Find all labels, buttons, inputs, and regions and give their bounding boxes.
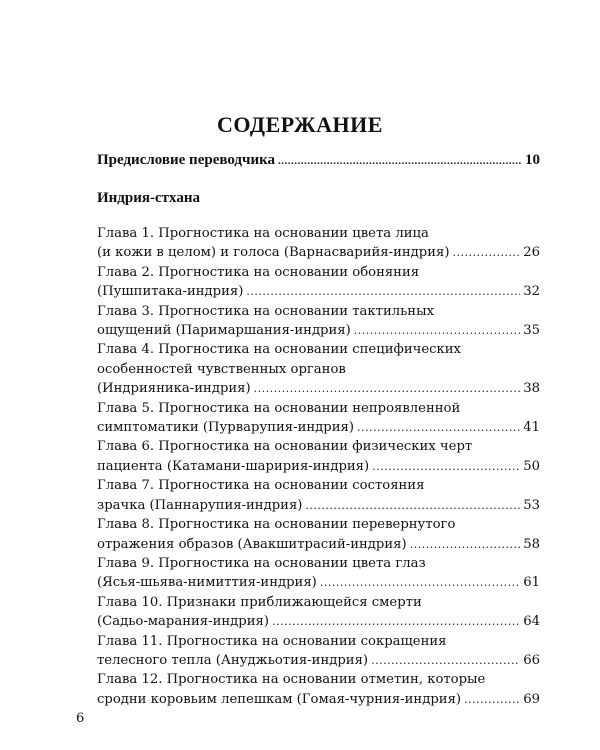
chapter-title-line: Глава 6. Прогностика на основании физических черт (97, 439, 473, 455)
chapter-title-line: Глава 12. Прогностика на основании отметин, которые (97, 672, 486, 688)
chapter-page: 32 (523, 284, 540, 300)
toc-chapter-entry[interactable] (97, 437, 540, 476)
dot-leader (357, 418, 520, 437)
chapter-title-line: Глава 1. Прогностика на основании цвета лица (97, 226, 429, 241)
chapter-last-line (97, 612, 540, 631)
chapter-title-end: отражения образов (Авакшитрасий-индрия) (97, 536, 407, 552)
section-heading: Индрия-стхана (97, 190, 200, 206)
chapter-last-line (97, 321, 540, 340)
dot-leader (464, 690, 520, 709)
chapter-title-line: особенностей чувственных органов (97, 361, 346, 377)
chapter-page: 61 (523, 575, 540, 591)
dot-leader (372, 457, 520, 476)
chapter-title-end: пациента (Катамани-шаририя-индрия) (97, 458, 370, 474)
toc-chapter-entry[interactable] (97, 670, 540, 709)
chapter-title-end: (и кожи в целом) и голоса (Варнасварийя-индрия) (97, 245, 450, 261)
dot-leader (320, 573, 520, 592)
toc-chapter-entry[interactable] (97, 554, 540, 593)
chapter-title-line: Глава 10. Признаки приближающейся смерти (97, 594, 422, 610)
chapter-page: 53 (523, 497, 540, 513)
chapter-title-line: Глава 9. Прогностика на основании цвета глаз (97, 555, 426, 571)
dot-leader (272, 612, 520, 631)
chapter-title-end: ощущений (Паримаршания-индрия) (97, 323, 351, 339)
chapter-title-end: симптоматики (Пурварупия-индрия) (97, 420, 354, 436)
dot-leader (410, 535, 521, 554)
chapter-page: 38 (523, 381, 540, 397)
toc-preface-entry[interactable] (97, 152, 540, 169)
chapter-title-end: телесного тепла (Ануджьотия-индрия) (97, 652, 369, 668)
chapter-last-line (97, 651, 540, 670)
toc-chapter-entry[interactable] (97, 340, 540, 398)
chapter-title-line: Глава 3. Прогностика на основании тактильных (97, 303, 435, 319)
chapter-title-line: Глава 2. Прогностика на основании обоняния (97, 264, 420, 280)
chapter-last-line (97, 573, 540, 592)
dot-leader (371, 651, 520, 670)
toc-chapter-entry[interactable] (97, 302, 540, 341)
chapter-title-line: Глава 8. Прогностика на основании перевернутого (97, 517, 456, 533)
chapter-title-line: Глава 4. Прогностика на основании специфических (97, 342, 461, 358)
chapter-last-line (97, 243, 540, 262)
chapter-page: 35 (523, 323, 540, 339)
toc-chapter-entry[interactable] (97, 263, 540, 302)
chapter-title-line: Глава 11. Прогностика на основании сокращения (97, 633, 447, 649)
toc-chapter-entry[interactable] (97, 515, 540, 554)
chapter-last-line (97, 418, 540, 437)
chapter-title-end: зрачка (Паннарупия-индрия) (97, 497, 303, 513)
chapter-title-end: (Пушпитака-индрия) (97, 284, 244, 300)
chapter-page: 58 (523, 536, 540, 552)
toc-chapter-entry[interactable] (97, 224, 540, 263)
dot-leader (278, 155, 522, 167)
page-title: СОДЕРЖАНИЕ (217, 112, 383, 137)
toc-chapter-entry[interactable] (97, 476, 540, 515)
chapter-last-line (97, 690, 540, 709)
chapter-last-line (97, 457, 540, 476)
chapter-title-end: (Индрияника-индрия) (97, 381, 251, 397)
dot-leader (305, 496, 520, 515)
chapter-page: 64 (523, 614, 540, 630)
dot-leader (246, 282, 520, 301)
chapter-last-line (97, 282, 540, 301)
chapter-last-line (97, 379, 540, 398)
chapter-page: 41 (523, 420, 540, 436)
chapter-last-line (97, 496, 540, 515)
page-number: 6 (76, 711, 85, 726)
chapter-title-end: сродни коровьим лепешкам (Гомая-чурния-индрия) (97, 691, 462, 707)
chapter-page: 26 (523, 245, 540, 261)
chapter-title-end: (Ясья-шьява-нимиттия-индрия) (97, 575, 317, 591)
chapter-page: 50 (523, 458, 540, 474)
dot-leader (354, 321, 520, 340)
chapter-page: 66 (523, 652, 540, 668)
chapter-list (97, 224, 540, 709)
toc-chapter-entry[interactable] (97, 632, 540, 671)
toc-chapter-entry[interactable] (97, 593, 540, 632)
chapter-last-line (97, 535, 540, 554)
chapter-page: 69 (523, 691, 540, 707)
chapter-title-end: (Садьо-марания-индрия) (97, 614, 269, 630)
chapter-title-line: Глава 5. Прогностика на основании непроявленной (97, 400, 461, 416)
preface-label: Предисловие переводчика (97, 152, 276, 168)
toc-chapter-entry[interactable] (97, 399, 540, 438)
chapter-title-line: Глава 7. Прогностика на основании состояния (97, 478, 425, 494)
dot-leader (254, 379, 521, 398)
preface-page: 10 (525, 152, 540, 168)
dot-leader (452, 243, 520, 262)
